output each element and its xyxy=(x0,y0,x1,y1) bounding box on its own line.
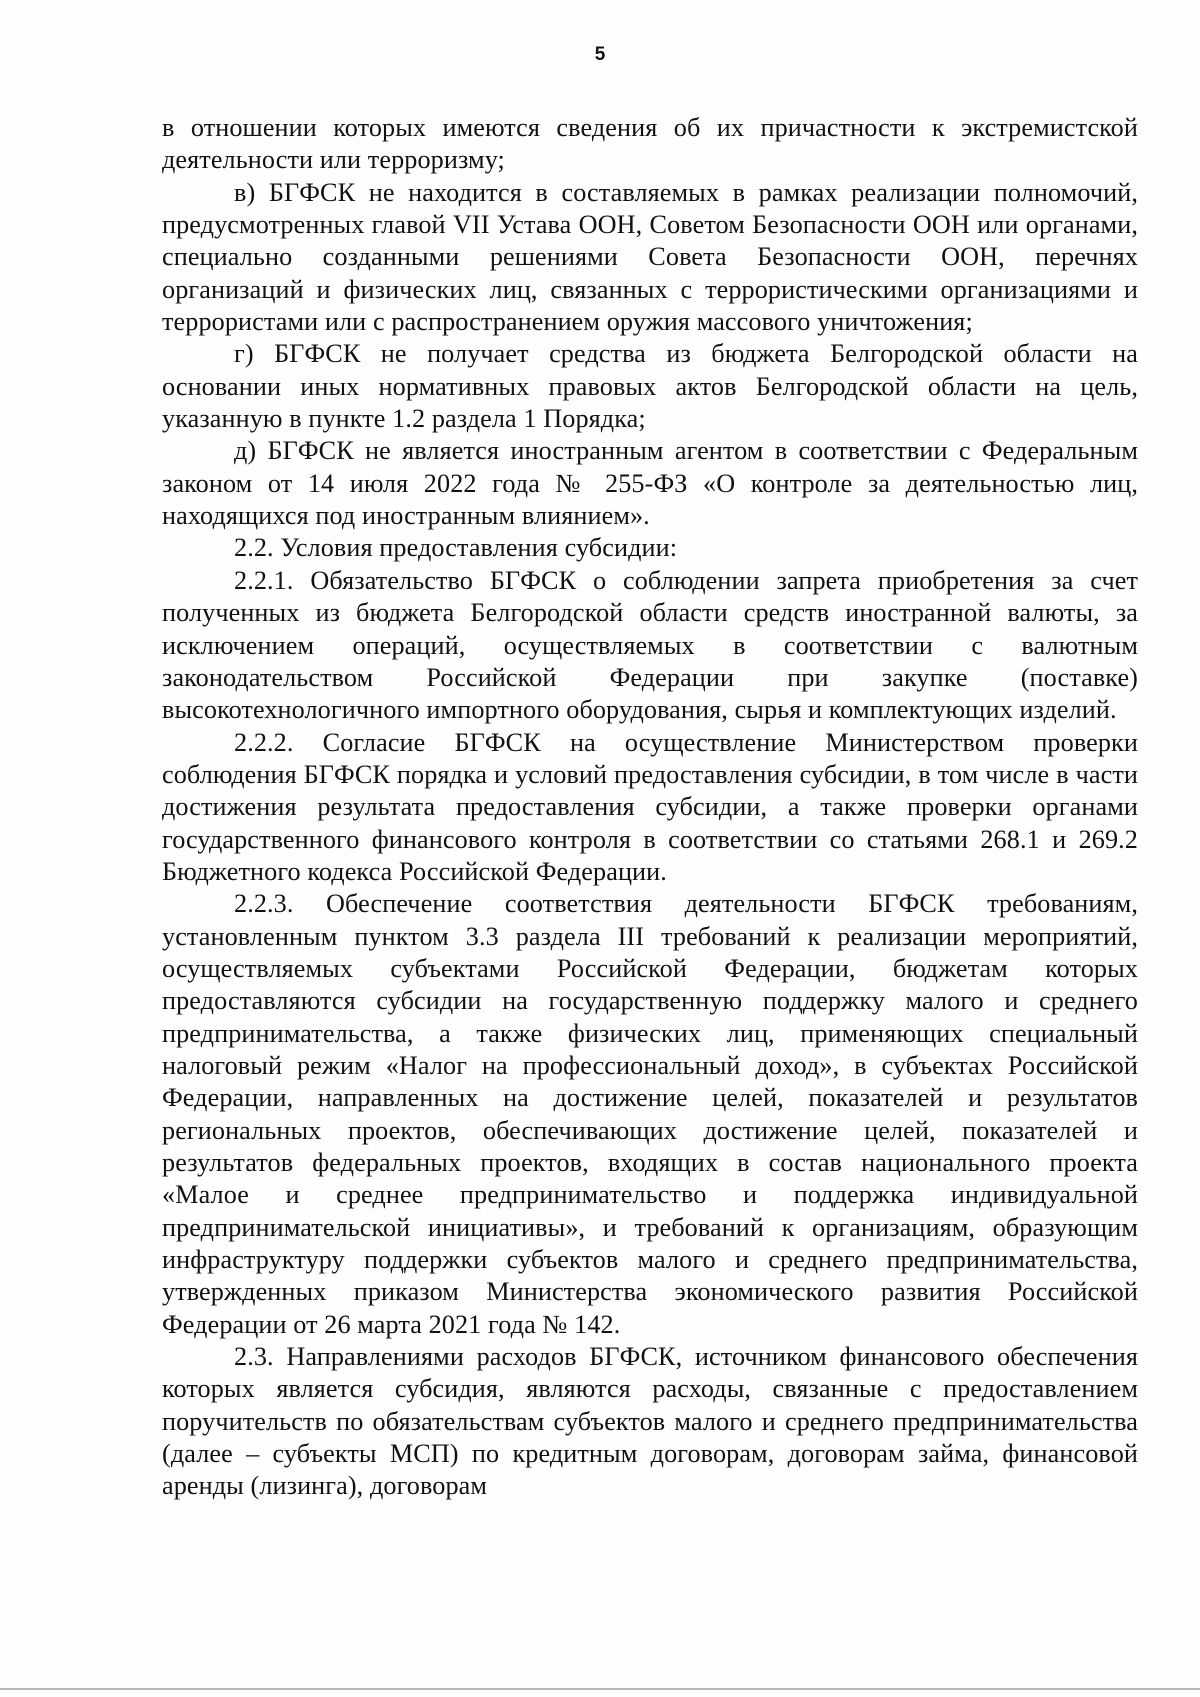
paragraph-continuation: в отношении которых имеются сведения об их причастности к экстремистской деятельности или терроризму; xyxy=(162,113,1138,175)
paragraph-2-2-1: 2.2.1. Обязательство БГФСК о соблюдении запрета приобретения за счет полученных из бюджета Белгородской области средств иностранной валюты, за исключением операций, осуществляемых в соответствии с валютным законодательством Российской Федерации при закупке (поставке) высокотехнологичного импортного оборудования, сырья и комплектующих изделий. xyxy=(162,565,1138,725)
section-heading-2-2: 2.2. Условия предоставления субсидии: xyxy=(234,533,678,563)
paragraph-2-2-2: 2.2.2. Согласие БГФСК на осуществление Министерством проверки соблюдения БГФСК порядка и условий предоставления субсидии, в том числе в части достижения результата предоставления субсидии, а также проверки органами государственного финансового контроля в соответствии со статьями 268.1 и 269.2 Бюджетного кодекса Российской Федерации. xyxy=(162,727,1138,886)
document-body xyxy=(162,112,1138,1503)
page-number: 5 xyxy=(594,44,606,65)
paragraph-2-2-3: 2.2.3. Обеспечение соответствия деятельности БГФСК требованиям, установленным пунктом 3.3 раздела III требований к реализации мероприятий, осуществляемых субъектами Российской Федерации, бюджетам которых предоставляются субсидии на государственную поддержку малого и среднего предпринимательства, а также физических лиц, применяющих специальный налоговый режим «Налог на профессиональный доход», в субъектах Российской Федерации, направленных на достижение целей, показателей и результатов региональных проектов, обеспечивающих достижение целей, показателей и результатов федеральных проектов, входящих в состав национального проекта «Малое и среднее предпринимательство и поддержка индивидуальной предпринимательской инициативы», и требований к организациям, образующим инфраструктуру поддержки субъектов малого и среднего предпринимательства, утвержденных приказом Министерства экономического развития Российской Федерации от 26 марта 2021 года № 142. xyxy=(162,889,1138,1339)
page-bottom-rule xyxy=(0,1688,1200,1690)
paragraph-2-3: 2.3. Направлениями расходов БГФСК, источником финансового обеспечения которых является субсидия, являются расходы, связанные с предоставлением поручительств по обязательствам субъектов малого и среднего предпринимательства (далее – субъекты МСП) по кредитным договорам, договорам займа, финансовой аренды (лизинга), договорам xyxy=(162,1342,1138,1501)
paragraph-item-d: д) БГФСК не является иностранным агентом в соответствии с Федеральным законом от 14 июля 2022 года № 255-ФЗ «О контроле за деятельностью лиц, находящихся под иностранным влиянием». xyxy=(162,436,1138,531)
paragraph-item-g: г) БГФСК не получает средства из бюджета Белгородской области на основании иных нормативных правовых актов Белгородской области на цель, указанную в пункте 1.2 раздела 1 Порядка; xyxy=(162,339,1138,434)
paragraph-item-v: в) БГФСК не находится в составляемых в рамках реализации полномочий, предусмотренных главой VII Устава ООН, Советом Безопасности ООН или органами, специально созданными решениями Совета Безопасности ООН, перечнях организаций и физических лиц, связанных с террористическими организациями и террористами или с распространением оружия массового уничтожения; xyxy=(162,177,1138,337)
